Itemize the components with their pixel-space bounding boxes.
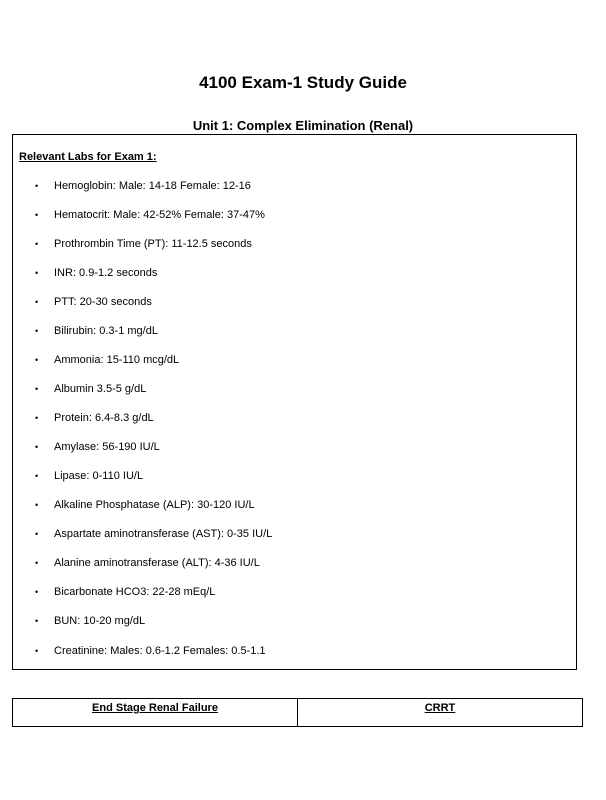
document-title: 4100 Exam-1 Study Guide xyxy=(199,73,407,92)
lab-item-text: Creatinine: Males: 0.6-1.2 Females: 0.5-1.1 xyxy=(54,645,266,657)
lab-item-text: Hematocrit: Male: 42-52% Female: 37-47% xyxy=(54,209,265,221)
lab-item-text: Prothrombin Time (PT): 11-12.5 seconds xyxy=(54,238,252,250)
lab-item-text: Protein: 6.4-8.3 g/dL xyxy=(54,412,154,424)
lab-item-text: Bilirubin: 0.3-1 mg/dL xyxy=(54,325,158,337)
bullet-icon: • xyxy=(35,297,39,307)
lab-item-text: Hemoglobin: Male: 14-18 Female: 12-16 xyxy=(54,180,251,192)
table-header-cell xyxy=(13,699,298,726)
bullet-icon: • xyxy=(35,587,39,597)
labs-heading: Relevant Labs for Exam 1: xyxy=(19,151,157,163)
bullet-icon: • xyxy=(35,384,39,394)
bullet-icon: • xyxy=(35,529,39,539)
bullet-icon: • xyxy=(35,326,39,336)
lab-item-text: Albumin 3.5-5 g/dL xyxy=(54,383,147,395)
bullet-icon: • xyxy=(35,616,39,626)
bullet-icon: • xyxy=(35,355,39,365)
bullet-icon: • xyxy=(35,268,39,278)
lab-item-text: BUN: 10-20 mg/dL xyxy=(54,615,146,627)
bullet-icon: • xyxy=(35,442,39,452)
bullet-icon: • xyxy=(35,646,39,656)
lab-item-text: INR: 0.9-1.2 seconds xyxy=(54,267,158,279)
lab-item-text: Amylase: 56-190 IU/L xyxy=(54,441,160,453)
crrt-header: CRRT xyxy=(424,702,456,714)
relevant-labs-box xyxy=(12,134,577,670)
bullet-icon: • xyxy=(35,558,39,568)
unit-title: Unit 1: Complex Elimination (Renal) xyxy=(192,118,414,133)
bullet-icon: • xyxy=(35,210,39,220)
bullet-icon: • xyxy=(35,239,39,249)
bullet-icon: • xyxy=(35,471,39,481)
lab-item-text: Ammonia: 15-110 mcg/dL xyxy=(54,354,180,366)
lab-item-text: Alanine aminotransferase (ALT): 4-36 IU/L xyxy=(54,557,260,569)
bullet-icon: • xyxy=(35,181,39,191)
lab-item-text: PTT: 20-30 seconds xyxy=(54,296,152,308)
lab-item-text: Aspartate aminotransferase (AST): 0-35 IU/L xyxy=(54,528,273,540)
lab-item-text: Bicarbonate HCO3: 22-28 mEq/L xyxy=(54,586,216,598)
comparison-table xyxy=(12,698,583,727)
bullet-icon: • xyxy=(35,413,39,423)
bullet-icon: • xyxy=(35,500,39,510)
lab-item-text: Alkaline Phosphatase (ALP): 30-120 IU/L xyxy=(54,499,255,511)
lab-item-text: Lipase: 0-110 IU/L xyxy=(54,470,144,482)
end-stage-renal-failure-header: End Stage Renal Failure xyxy=(92,702,218,714)
table-header-cell xyxy=(298,699,582,726)
